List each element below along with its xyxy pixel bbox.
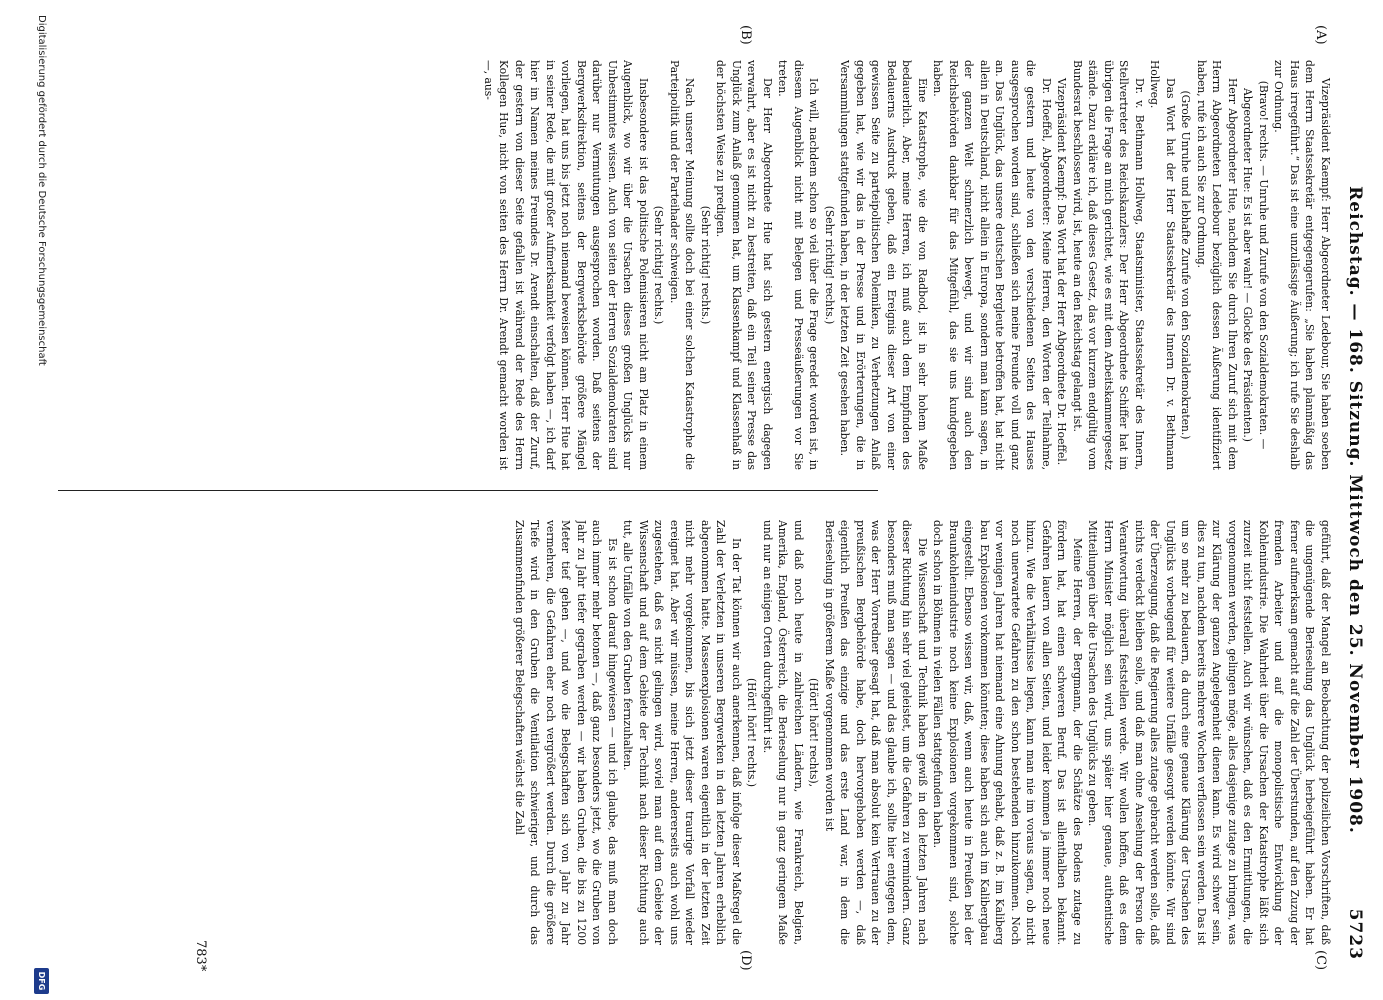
paragraph: Das Wort hat der Herr Staatssekretär des Innern Dr. v. Bethmann Hollweg. — [1148, 60, 1177, 470]
paragraph: Vizepräsident Kaempf: Herr Abgeordneter Ledebour, Sie haben soeben dem Herrn Staatssekretär entgegengerufen: „Sie haben planmäßig das Haus irregeführt.“ Das ist eine unzulässige Äußerung; ich rufe Sie deshalb zur Ordnung. — [1272, 60, 1332, 470]
paragraph: Die Wissenschaft und Technik haben gewiß in den letzten Jahren nach dieser Richtung hin sehr viel geleistet, um die Gefahren zu vermindern. Ganz besonders muß man sagen — und das glaube ich, sollte hier entgegen dem, was der Herr Vorredner gesagt hat, daß man absolut kein Vertrauen zu der preußischen Bergbehörde habe, doch hervorgehoben werden —, daß eigentlich Preußen das einzige und das erste Land war, in dem die Berieselung in größerem Maße vorgenommen worden ist — [823, 520, 929, 945]
dfg-logo-icon: DFG — [34, 968, 49, 994]
paragraph: Vizepräsident Kaempf: Das Wort hat der Herr Abgeordnete Dr. Hoeffel. — [1055, 78, 1069, 466]
page-header — [1335, 60, 1365, 960]
paragraph: Insbesondere ist das politische Polemisieren nicht am Platz in einem Augenblick, wo wir über die Ursachen dieses großen Unglücks nur Unbestimmtes wissen. Auch von seiten der Herren Sozialdemokraten sind darüber nur Vermutungen ausgesprochen worden. Daß seitens der Bergwerksdirektion, seitens der Bergwerksbehörde größere Mängel vorliegen, hat uns bis jetzt noch niemand beweisen können. Herr Hue hat in seiner Rede, die mit großer Aufmerksamkeit verfolgt haben —, ich darf hier im Namen meines Freundes Dr. Arendt einschalten, daß der Zuruf, der gestern von dieser Seite gefallen ist während der Rede des Herrn Kollegen Hue, nicht von seiten des Herrn Dr. Arendt gemacht worden ist —, aus- — [482, 60, 650, 470]
paragraph: Dr. v. Bethmann Hollweg, Staatsminister, Staatssekretär des Innern, Stellvertreter des Reichskanzlers: Der Herr Abgeordnete Schiffer hat im übrigen die Frage an mich gerichtet, wie es mit dem Arbeitskammergesetz stände. Dazu erkläre ich, daß dieses Gesetz, das vor kurzem endgültig vom Bundesrat beschlossen wird, ist, heute an den Reichstag gelangt ist. — [1071, 60, 1146, 470]
paragraph: Es ist schon darauf hingewiesen — und ich glaube, das muß man doch auch immer mehr betonen —, daß ganz besonders jetzt, wo die Gruben von Jahr zu Jahr tiefer gegraben werden — wir haben Gruben, die bis zu 1200 Meter tief gehen —, und wo die Belegschaften sich von Jahr zu Jahr vermehren, die Gefahren eher noch vergrößert werden. Durch die größere Tiefe wird in den Gruben die Ventilation schwieriger, und durch das Zusammenfinden größerer Belegschaften wächst die Zahl — [513, 520, 619, 945]
margin-marker-d: (D) — [738, 950, 753, 971]
column-divider — [58, 490, 878, 491]
paragraph: Herr Abgeordneter Hue, nachdem Sie durch Ihren Zuruf sich mit dem Herrn Abgeordneten Ledebour bezüglich dessen Äußerung identifiziert haben, rufe ich auch Sie zur Ordnung. — [1195, 60, 1239, 470]
interjection: (Hört! hört! rechts), — [807, 677, 821, 788]
interjection: (Bravo! rechts. — Unruhe und Zurufe von den Sozialdemokraten. — Abgeordneter Hue: Es ist aber wahr! — Glocke des Präsidenten.) — [1241, 80, 1270, 450]
paragraph: Ich will, nachdem schon so viel über die Frage geredet worden ist, in diesem Augenblick nicht mit Belegen und Presseäußerungen vor Sie treten. — [776, 60, 821, 470]
interjection: (Hört! hört! rechts.) — [745, 677, 759, 788]
paragraph: Dr. Hoeffel, Abgeordneter: Meine Herren, den Worten der Teilnahme, die gestern und heute von den verschiedenen Seiten des Hauses ausgesprochen worden sind, schließen sich meine Freunde voll und ganz an. Das Unglück, das unsere deutschen Bergleute betroffen hat, hat nicht allein in Deutschland, nicht allein in Europa, sondern man kann sagen, in der ganzen Welt schmerzlich bewegt, und wir sind auch den Reichsbehörden dankbar für das Mitgefühl, das sie uns kundgegeben haben. — [931, 60, 1053, 470]
page-number: 5723 — [1345, 908, 1365, 960]
right-text-column — [183, 520, 1333, 945]
paragraph: In der Tat können wir auch anerkennen, daß infolge dieser Maßregel die Zahl der Verletzten in unseren Bergwerken in den letzten Jahren erheblich abgenommen hatte. Massenexplosionen waren eigentlich in der letzten Zeit nicht mehr vorgekommen, bis sich jetzt dieser traurige Vorfall wieder ereignet hat. Aber wir müssen, meine Herren, andererseits auch wohl uns zugestehen, daß es nicht gelingen wird, soviel man auf dem Gebiete der Wissenschaft und auf dem Gebiete der Technik nach dieser Richtung auch tut, alle Unfälle von den Gruben fernzuhalten. — [621, 520, 743, 945]
running-title: Reichstag. — 168. Sitzung. Mittwoch den 25. November 1908. — [1345, 186, 1365, 834]
paragraph: Meine Herren, der Bergmann, der die Schätze des Bodens zutage zu fördern hat, hat einen schweren Beruf. Das ist allenthalben bekannt. Gefahren lauern von allen Seiten, und leider kommen ja immer noch neue hinzu. Wie die Verhältnisse liegen, kann man nie im voraus sagen, ob nicht noch unerwartete Gefahren zu den schon bestehenden hinzukommen. Noch vor wenigen Jahren hat niemand eine Ahnung gehabt, daß z. B. im Kaliberg bau Explosionen vorkommen könnten; diese haben sich auch im Kalibergbau eingestellt. Ebenso wissen wir, daß, wenn auch heute in Preußen bei der Braunkohlenindustrie noch keine Explosionen vorgekommen sind, solche doch schon in Böhmen in vielen Fällen stattgefunden haben. — [931, 520, 1084, 945]
margin-marker-b: (B) — [738, 25, 753, 45]
interjection: (Sehr richtig! rechts.) — [823, 205, 836, 325]
sheet-number: 783* — [193, 940, 208, 972]
interjection: (Große Unruhe und lebhafte Zurufe von den Sozialdemokraten.) — [1179, 90, 1193, 440]
interjection: (Sehr richtig! rechts.) — [699, 205, 712, 325]
margin-marker-a: (A) — [1313, 25, 1328, 45]
interjection: (Sehr richtig! rechts.) — [652, 205, 666, 325]
digitization-credit: Digitalisierung gefördert durch die Deutsche Forschungsgemeinschaft — [36, 15, 47, 366]
paragraph: Nach unserer Meinung sollte doch bei einer solchen Katastrophe die Parteipolitik und der Parteihader schweigen. — [668, 60, 697, 470]
paragraph: Der Herr Abgeordnete Hue hat sich gestern energisch dagegen verwahrt, aber es ist nicht zu bestreiten, daß ein Teil seiner Presse das Unglück zum Anlaß genommen hat, um Klassenkampf und Klassenhaß in der höchsten Weise zu predigen. — [714, 60, 774, 470]
left-text-column — [183, 60, 1333, 470]
margin-marker-c: (C) — [1313, 950, 1328, 971]
paragraph: Eine Katastrophe, wie die von Radbod, ist in sehr hohem Maße bedauerlich. Aber, meine Herren, ich muß auch dem Empfinden des Bedauerns Ausdruck geben, daß ein Ereignis dieser Art von einer gewissen Seite zu parteipolitischen Polemiken, zu Verhetzungen Anlaß gegeben hat, wie wir das in der Presse und in Erörterungen, die in Versammlungen stattgefunden haben, in der letzten Zeit gesehen haben. — [838, 60, 929, 470]
digitization-credit-bar — [23, 0, 53, 1000]
paragraph: und daß noch heute in zahlreichen Ländern, wie Frankreich, Belgien, Amerika, England, Österreich, die Berieselung nur in ganz geringem Maße und nur an einigen Orten durchgeführt ist. — [761, 520, 805, 945]
paragraph: geführt, daß der Mangel an Beobachtung der polizeilichen Vorschriften, daß die ungenügende Berieselung das Unglück herbeigeführt haben. Er hat ferner aufmerksam gemacht auf die Zahl der Überstunden, auf den Zuzug der fremden Arbeiter und auf die monopolistische Entwicklung der Kohlenindustrie. Die Wahrheit über die Ursachen der Katastrophe läßt sich zurzeit nicht feststellen. Auch wir wünschen, daß es den Ermittlungen, die vorgenommen werden, gelingen möge, alles dasjenige zutage zu bringen, was zur Klärung der ganzen Angelegenheit dienen kann. Es wird schwer sein, dies zu tun, nachdem bereits mehrere Wochen verflossen sein werden. Das ist um so mehr zu bedauern, da durch eine genaue Klärung der Ursachen des Unglücks vorbeugend für weitere Unfälle gesorgt werden könnte. Wir sind der Überzeugung, daß die Regierung alles zutage gebracht werden solle, daß nichts verdeckt bleiben solle, und daß man ohne Ansehung der Person die Verantwortung überall feststellen werde. Wir wollen hoffen, daß es dem Herrn Minister möglich sein wird, uns später hier genaue, authentische Mitteilungen über die Ursachen des Unglücks zu geben. — [1086, 520, 1332, 945]
